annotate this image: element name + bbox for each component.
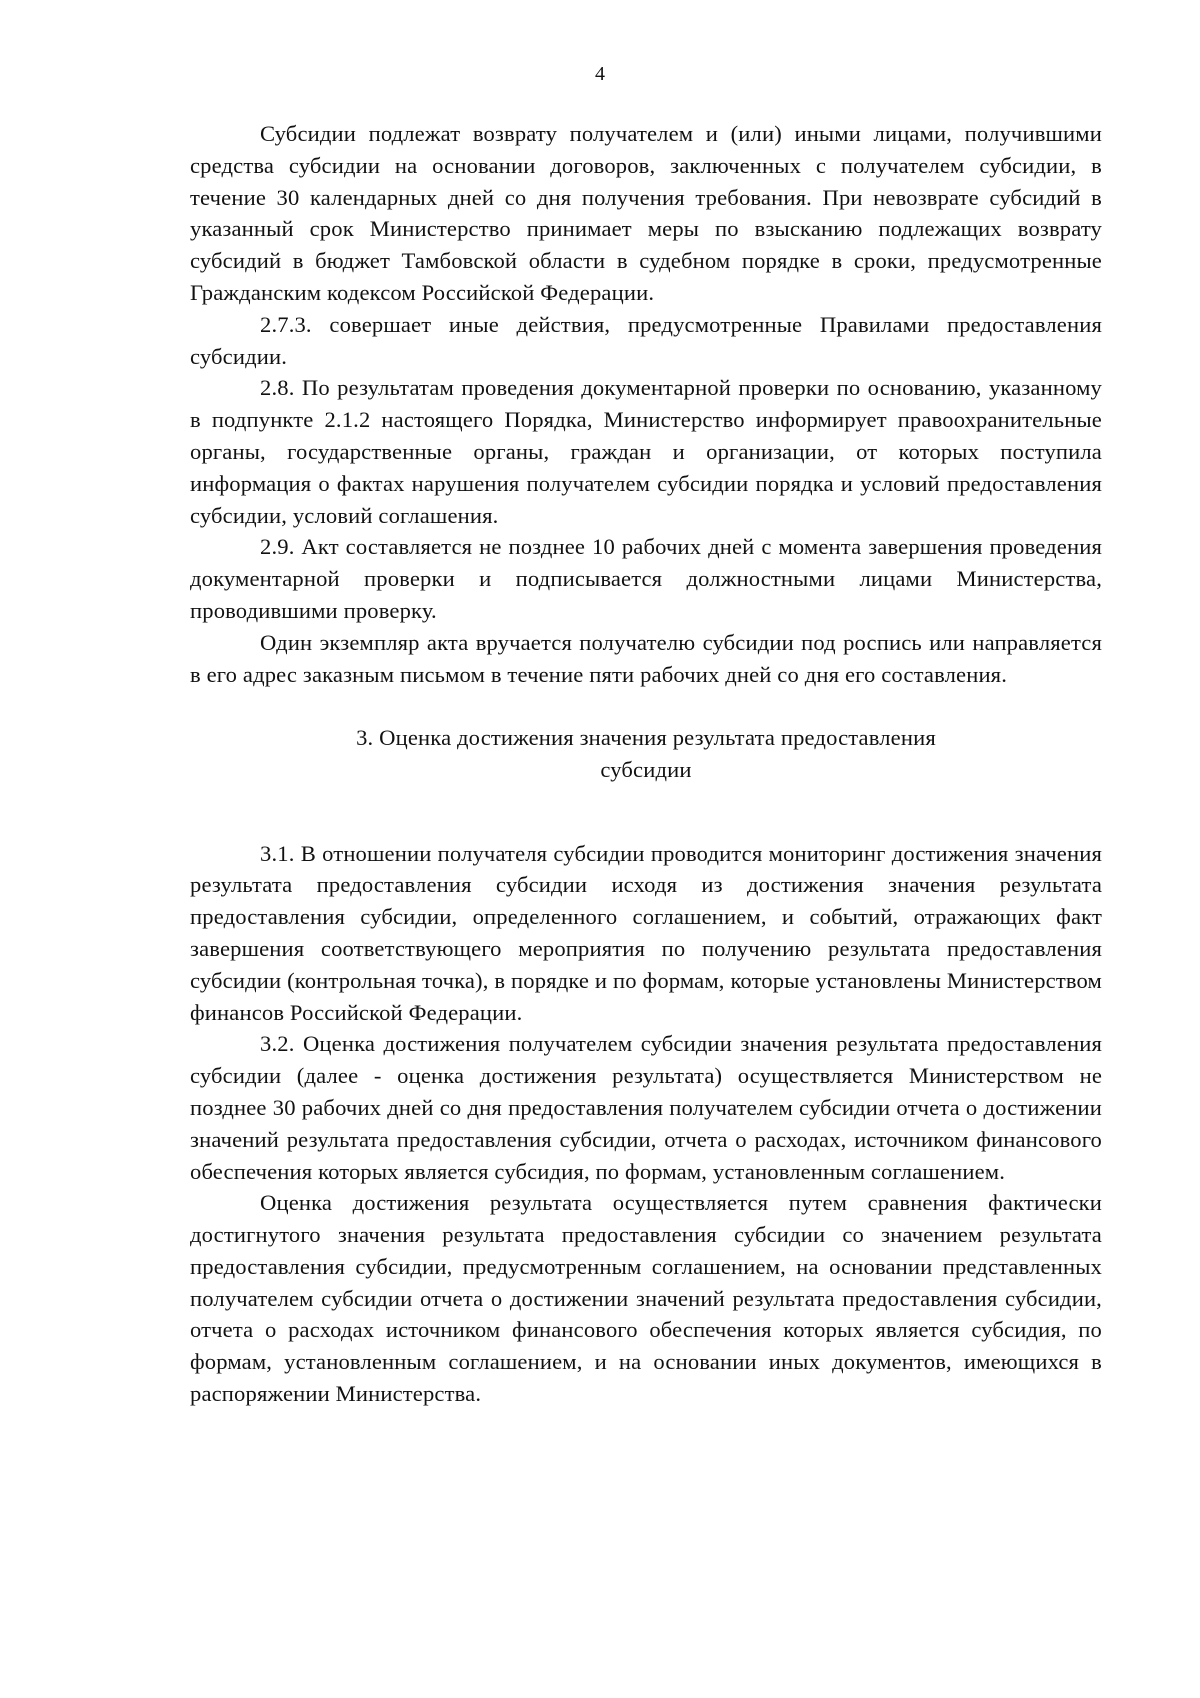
paragraph-2-9: 2.9. Акт составляется не позднее 10 рабочих дней с момента завершения проведения документарной проверки и подписывается должностными лицами Министерства, проводившими проверку. bbox=[190, 534, 1102, 623]
paragraph-subsidy-return: Субсидии подлежат возврату получателем и (или) иными лицами, получившими средства субсидии на основании договоров, заключенных с получателем субсидии, в течение 30 календарных дней со дня получения требования. При невозврате субсидий в указанный срок Министерство принимает меры по взысканию подлежащих возврату субсидий в бюджет Тамбовской области в судебном порядке в сроки, предусмотренные Гражданским кодексом Российской Федерации. bbox=[190, 121, 1102, 305]
paragraph-act-copy: Один экземпляр акта вручается получателю субсидии под роспись или направляется в его адрес заказным письмом в течение пяти рабочих дней со дня его составления. bbox=[190, 629, 1102, 687]
spacer bbox=[190, 690, 1102, 722]
paragraph-2-8: 2.8. По результатам проведения документарной проверки по основанию, указанному в подпункте 2.1.2 настоящего Порядка, Министерство информирует правоохранительные органы, государственные органы, граждан и организации, от которых поступила информация о фактах нарушения получателем субсидии порядка и условий предоставления субсидии, условий соглашения. bbox=[190, 375, 1102, 528]
section-heading-line-1: 3. Оценка достижения значения результата предоставления bbox=[356, 725, 936, 751]
paragraph-3-1: 3.1. В отношении получателя субсидии проводится мониторинг достижения значения результата предоставления субсидии исходя из достижения значения результата предоставления субсидии, определенного соглашением, и событий, отражающих факт завершения соответствующего мероприятия по получению результата предоставления субсидии (контрольная точка), в порядке и по формам, которые установлены Министерством финансов Российской Федерации. bbox=[190, 840, 1102, 1025]
paragraph-2-7-3: 2.7.3. совершает иные действия, предусмотренные Правилами предоставления субсидии. bbox=[190, 311, 1102, 369]
page-number: 4 bbox=[595, 63, 605, 85]
paragraph-assessment: Оценка достижения результата осуществляется путем сравнения фактически достигнутого значения результата предоставления субсидии со значением результата предоставления субсидии, предусмотренным соглашением, на основании представленных получателем субсидии отчета о достижении значений результата предоставления субсидии, отчета о расходах источником финансового обеспечения которых является субсидия, по формам, установленным соглашением, и на основании иных документов, имеющихся в распоряжении Министерства. bbox=[190, 1190, 1102, 1407]
document-body bbox=[190, 118, 1102, 1410]
section-heading-line-2: субсидии bbox=[600, 756, 692, 782]
spacer bbox=[190, 786, 1102, 818]
spacer bbox=[190, 818, 1102, 838]
paragraph-3-2: 3.2. Оценка достижения получателем субсидии значения результата предоставления субсидии (далее - оценка достижения результата) осуществляется Министерством не позднее 30 рабочих дней со дня предоставления получателем субсидии отчета о достижении значений результата предоставления субсидии, отчета о расходах, источником финансового обеспечения которых является субсидия, по формам, установленным соглашением. bbox=[190, 1031, 1102, 1184]
